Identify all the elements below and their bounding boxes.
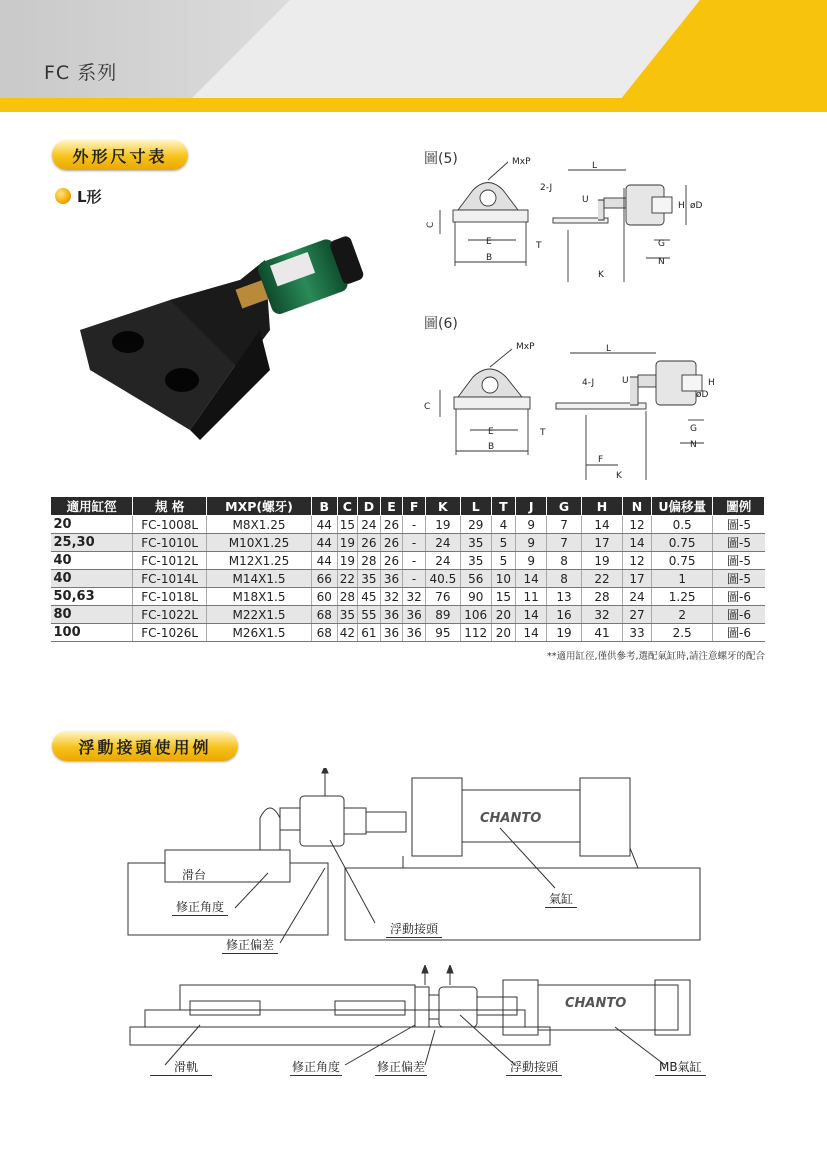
fig6-dim-mxp: MxP (516, 342, 535, 352)
table-cell: 9 (516, 534, 547, 552)
table-cell: 26 (358, 534, 381, 552)
fig5-dim-b: B (486, 253, 493, 263)
table-cell: 95 (425, 624, 460, 642)
table-header-row (51, 497, 765, 516)
table-cell: FC-1014L (133, 570, 207, 588)
table-cell: 35 (337, 606, 358, 624)
figure-6-label: 圖(6) (424, 316, 458, 332)
fig6-dim-k: K (616, 471, 622, 481)
fig5-dim-mxp: MxP (512, 157, 531, 167)
table-header-cell: 規 格 (133, 497, 207, 516)
table-cell: 17 (623, 570, 652, 588)
table-cell: 27 (623, 606, 652, 624)
table-cell: 35 (460, 552, 491, 570)
table-header-cell: D (358, 497, 381, 516)
upper-slide-label: 滑台 (182, 868, 207, 882)
bullet-icon (55, 188, 71, 204)
table-header-cell: J (516, 497, 547, 516)
table-cell: - (403, 552, 426, 570)
table-header-cell: N (623, 497, 652, 516)
product-photo (70, 220, 370, 450)
table-cell: 8 (547, 552, 582, 570)
table-cell: 28 (337, 588, 358, 606)
table-cell: 40.5 (425, 570, 460, 588)
table-cell: 7 (547, 534, 582, 552)
fig6-dim-e: E (488, 427, 494, 437)
table-cell: 14 (516, 624, 547, 642)
table-cell: 2.5 (651, 624, 713, 642)
table-header-cell: L (460, 497, 491, 516)
figure-6-drawing (418, 335, 718, 485)
table-row (51, 552, 765, 570)
table-cell: 40 (51, 570, 133, 588)
table-cell: 50,63 (51, 588, 133, 606)
fig5-dim-k: K (598, 270, 604, 280)
table-header-cell: B (311, 497, 337, 516)
table-cell: M26X1.5 (207, 624, 312, 642)
table-cell: 42 (337, 624, 358, 642)
fig6-dim-j: 4-J (582, 378, 595, 388)
lower-rail-label: 滑軌 (150, 1058, 212, 1076)
upper-cylinder-label: 氣缸 (545, 890, 577, 908)
fig6-dim-t: T (540, 428, 546, 438)
table-cell: 20 (51, 516, 133, 534)
table-cell: 89 (425, 606, 460, 624)
table-cell: 20 (491, 624, 516, 642)
table-cell: 圖-5 (713, 552, 765, 570)
table-cell: 14 (623, 534, 652, 552)
table-cell: 24 (425, 552, 460, 570)
table-cell: 61 (358, 624, 381, 642)
table-cell: 26 (380, 516, 403, 534)
table-row (51, 606, 765, 624)
section-title-usage: 浮動接頭使用例 (52, 731, 238, 761)
table-cell: 圖-5 (713, 516, 765, 534)
table-header-cell: 適用缸徑 (51, 497, 133, 516)
table-cell: 100 (51, 624, 133, 642)
table-cell: - (403, 516, 426, 534)
fig6-dim-f: F (598, 455, 604, 465)
table-body (51, 516, 765, 642)
lower-cylinder-label: MB氣缸 (655, 1058, 706, 1076)
table-cell: 19 (582, 552, 623, 570)
table-cell: 22 (582, 570, 623, 588)
table-cell: 32 (403, 588, 426, 606)
table-cell: 13 (547, 588, 582, 606)
upper-joint-label: 浮動接頭 (386, 920, 442, 938)
table-header-cell: MXP(螺牙) (207, 497, 312, 516)
table-cell: M8X1.25 (207, 516, 312, 534)
upper-brand-logo: CHANTO (480, 811, 542, 826)
section-title-dimensions: 外形尺寸表 (52, 140, 188, 170)
table-cell: 80 (51, 606, 133, 624)
table-cell: 15 (337, 516, 358, 534)
fig5-dim-g: G (658, 239, 665, 249)
table-cell: 33 (623, 624, 652, 642)
table-note: **適用缸徑,僅供參考,選配氣缸時,請注意螺牙的配合 (546, 651, 765, 662)
table-cell: 36 (403, 606, 426, 624)
fig5-dim-n: N (658, 257, 665, 267)
table-cell: 19 (425, 516, 460, 534)
table-cell: 12 (623, 516, 652, 534)
fig5-dim-t: T (536, 241, 542, 251)
table-cell: FC-1008L (133, 516, 207, 534)
table-cell: 28 (582, 588, 623, 606)
table-cell: 7 (547, 516, 582, 534)
upper-offset-label: 修正偏差 (222, 936, 278, 954)
table-cell: 5 (491, 534, 516, 552)
table-cell: 15 (491, 588, 516, 606)
table-cell: FC-1012L (133, 552, 207, 570)
table-cell: 32 (380, 588, 403, 606)
table-cell: 17 (582, 534, 623, 552)
table-cell: 76 (425, 588, 460, 606)
table-cell: 25,30 (51, 534, 133, 552)
fig5-dim-e: E (486, 237, 492, 247)
lower-angle-label: 修正角度 (292, 1060, 341, 1074)
table-cell: 24 (358, 516, 381, 534)
table-header-cell: H (582, 497, 623, 516)
fig5-dim-d: øD (690, 201, 703, 211)
table-cell: 35 (358, 570, 381, 588)
table-cell: 10 (491, 570, 516, 588)
fig6-dim-u: U (622, 376, 629, 386)
table-cell: 68 (311, 624, 337, 642)
fig6-dim-h: H (708, 378, 715, 388)
table-cell: M10X1.25 (207, 534, 312, 552)
figure-5-drawing (418, 150, 718, 290)
table-header-cell: U偏移量 (651, 497, 713, 516)
upper-angle-label: 修正角度 (172, 898, 228, 916)
table-cell: 56 (460, 570, 491, 588)
table-cell: 66 (311, 570, 337, 588)
table-cell: 14 (582, 516, 623, 534)
table-cell: 24 (425, 534, 460, 552)
table-cell: 8 (547, 570, 582, 588)
fig6-dim-n: N (690, 440, 697, 450)
table-cell: 11 (516, 588, 547, 606)
table-cell: 9 (516, 552, 547, 570)
table-cell: 26 (380, 552, 403, 570)
table-cell: 圖-6 (713, 588, 765, 606)
table-cell: 0.75 (651, 534, 713, 552)
table-cell: 9 (516, 516, 547, 534)
table-cell: M18X1.5 (207, 588, 312, 606)
table-cell: FC-1010L (133, 534, 207, 552)
table-cell: M22X1.5 (207, 606, 312, 624)
table-cell: 29 (460, 516, 491, 534)
table-cell: 19 (547, 624, 582, 642)
table-cell: 55 (358, 606, 381, 624)
fig5-dim-c: C (426, 221, 436, 228)
table-cell: 1 (651, 570, 713, 588)
table-cell: 36 (403, 624, 426, 642)
table-cell: 16 (547, 606, 582, 624)
table-cell: 106 (460, 606, 491, 624)
table-cell: 112 (460, 624, 491, 642)
series-title: FC 系列 (44, 62, 118, 84)
table-cell: 14 (516, 606, 547, 624)
table-cell: 19 (337, 534, 358, 552)
table-row (51, 570, 765, 588)
table-cell: 圖-5 (713, 570, 765, 588)
table-cell: M12X1.25 (207, 552, 312, 570)
table-cell: 20 (491, 606, 516, 624)
table-header-cell: K (425, 497, 460, 516)
table-cell: 36 (380, 570, 403, 588)
table-cell: 5 (491, 552, 516, 570)
table-cell: 32 (582, 606, 623, 624)
table-cell: 圖-5 (713, 534, 765, 552)
table-cell: 0.5 (651, 516, 713, 534)
table-cell: FC-1018L (133, 588, 207, 606)
table-row (51, 516, 765, 534)
table-cell: - (403, 534, 426, 552)
table-cell: 36 (380, 624, 403, 642)
fig5-dim-l: L (592, 161, 598, 171)
lower-offset-label: 修正偏差 (377, 1060, 426, 1074)
table-header-cell: E (380, 497, 403, 516)
fig6-dim-g: G (690, 424, 697, 434)
table-cell: - (403, 570, 426, 588)
table-header-cell: G (547, 497, 582, 516)
table-cell: 24 (623, 588, 652, 606)
table-cell: 44 (311, 534, 337, 552)
table-cell: 36 (380, 606, 403, 624)
table-cell: 14 (516, 570, 547, 588)
lower-joint-label: 浮動接頭 (506, 1058, 562, 1076)
fig5-dim-h: H (678, 201, 685, 211)
table-row (51, 534, 765, 552)
table-cell: 12 (623, 552, 652, 570)
table-cell: FC-1022L (133, 606, 207, 624)
table-cell: 60 (311, 588, 337, 606)
table-cell: 45 (358, 588, 381, 606)
table-cell: M14X1.5 (207, 570, 312, 588)
lower-brand-logo: CHANTO (565, 996, 627, 1011)
table-cell: 1.25 (651, 588, 713, 606)
table-cell: 4 (491, 516, 516, 534)
header-banner (0, 0, 827, 112)
table-cell: FC-1026L (133, 624, 207, 642)
table-cell: 44 (311, 552, 337, 570)
table-header-cell: F (403, 497, 426, 516)
table-cell: 90 (460, 588, 491, 606)
table-header-cell: C (337, 497, 358, 516)
table-cell: 68 (311, 606, 337, 624)
table-cell: 35 (460, 534, 491, 552)
fig6-dim-b: B (488, 442, 495, 452)
table-cell: 圖-6 (713, 624, 765, 642)
fig5-dim-j: 2-J (540, 183, 553, 193)
table-cell: 44 (311, 516, 337, 534)
fig6-dim-c: C (424, 402, 431, 412)
table-cell: 28 (358, 552, 381, 570)
shape-label: L形 (77, 188, 102, 206)
table-cell: 2 (651, 606, 713, 624)
table-cell: 40 (51, 552, 133, 570)
table-cell: 22 (337, 570, 358, 588)
table-row (51, 588, 765, 606)
table-cell: 0.75 (651, 552, 713, 570)
fig5-dim-u: U (582, 195, 589, 205)
fig6-dim-l: L (606, 344, 612, 354)
spec-table (50, 496, 765, 642)
table-cell: 41 (582, 624, 623, 642)
table-row (51, 624, 765, 642)
figure-5-label: 圖(5) (424, 151, 458, 167)
table-header-cell: T (491, 497, 516, 516)
table-cell: 圖-6 (713, 606, 765, 624)
fig6-dim-d: øD (696, 390, 709, 400)
table-header-cell: 圖例 (713, 497, 765, 516)
table-cell: 19 (337, 552, 358, 570)
table-cell: 26 (380, 534, 403, 552)
